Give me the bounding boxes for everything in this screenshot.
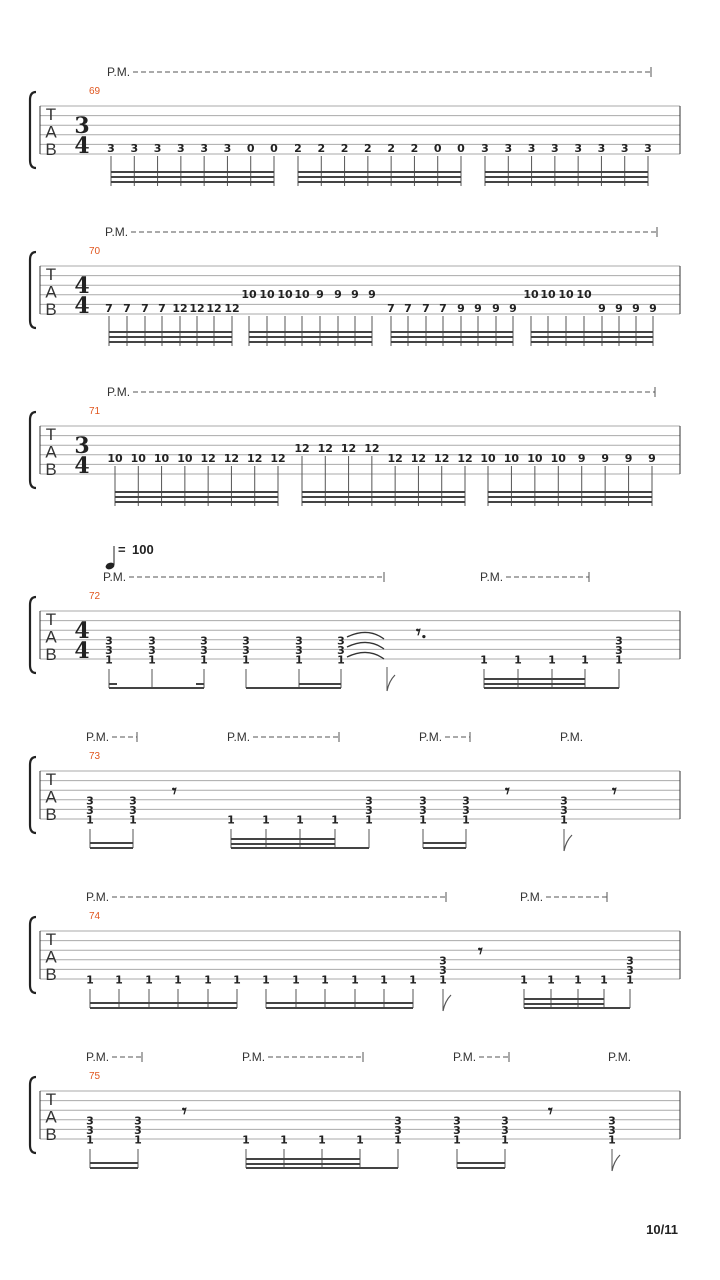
fret-number: 1 (174, 973, 182, 987)
fret-number: 1 (626, 973, 634, 987)
fret-number: 9 (649, 302, 657, 315)
palm-mute-label: P.M. (242, 1050, 266, 1064)
fret-number: 1 (380, 973, 388, 987)
fret-number: 12 (247, 452, 263, 465)
page-number: 10/11 (646, 1222, 678, 1237)
system-bracket (30, 1077, 36, 1153)
fret-number: 12 (294, 442, 310, 455)
palm-mute-label: P.M. (103, 570, 127, 584)
fret-number: 1 (296, 813, 304, 827)
fret-number: 3 (626, 964, 634, 978)
tab-clef-letter: B (45, 645, 57, 664)
fret-number: 1 (462, 813, 470, 827)
fret-number: 3 (620, 142, 629, 155)
note-flag (564, 835, 572, 851)
measure-number: 75 (89, 1071, 101, 1082)
fret-number: 9 (474, 302, 482, 315)
fret-number: 3 (462, 804, 470, 818)
fret-number: 1 (365, 813, 373, 827)
fret-number: 3 (439, 954, 447, 968)
tab-clef-letter: A (45, 282, 57, 302)
fret-number: 3 (134, 1124, 142, 1138)
fret-number: 12 (387, 452, 403, 465)
tab-clef-letter: B (45, 1125, 57, 1144)
fret-number: 3 (615, 644, 623, 658)
system-bracket (30, 252, 36, 328)
fret-number: 1 (115, 973, 123, 987)
fret-number: 1 (480, 653, 488, 667)
tab-clef-letter: A (45, 947, 57, 967)
time-signature-top: 4 (74, 618, 90, 644)
fret-number: 9 (577, 452, 586, 465)
fret-number: 3 (86, 804, 94, 818)
fret-number: 2 (410, 142, 419, 155)
fret-number: 3 (453, 1124, 461, 1138)
fret-number: 1 (242, 653, 250, 667)
fret-number: 1 (409, 973, 417, 987)
dotted-eighth-rest: 𝄾. (416, 622, 428, 643)
fret-number: 3 (394, 1124, 402, 1138)
fret-number: 3 (626, 954, 634, 968)
palm-mute-label: P.M. (107, 385, 131, 399)
fret-number: 0 (246, 142, 255, 155)
time-signature-bottom: 4 (74, 638, 90, 664)
fret-number: 1 (86, 1133, 94, 1147)
fret-number: 9 (334, 288, 342, 301)
fret-number: 3 (223, 142, 232, 155)
fret-number: 1 (86, 973, 94, 987)
palm-mute-label: P.M. (453, 1050, 477, 1064)
note-flag (387, 675, 395, 691)
fret-number: 10 (550, 452, 566, 465)
palm-mute-label: P.M. (608, 1050, 632, 1064)
fret-number: 3 (608, 1114, 616, 1128)
palm-mute-label: P.M. (107, 65, 131, 79)
tab-clef-letter: B (45, 965, 57, 984)
fret-number: 1 (560, 813, 568, 827)
fret-number: 12 (364, 442, 380, 455)
fret-number: 10 (503, 452, 520, 465)
fret-number: 9 (598, 302, 606, 315)
fret-number: 3 (615, 634, 623, 648)
tab-clef-letter: A (45, 122, 57, 142)
time-signature-top: 3 (74, 433, 90, 459)
fret-number: 12 (270, 452, 286, 465)
fret-number: 1 (608, 1133, 616, 1147)
fret-number: 3 (200, 634, 208, 648)
fret-number: 7 (158, 302, 166, 315)
fret-number: 3 (551, 142, 559, 155)
fret-number: 10 (558, 288, 574, 301)
measure-number: 69 (89, 86, 101, 97)
fret-number: 2 (317, 142, 326, 155)
fret-number: 1 (227, 813, 235, 827)
eighth-rest: 𝄾 (478, 941, 483, 962)
tab-clef-letter: T (45, 930, 57, 949)
fret-number: 1 (351, 973, 359, 987)
system-bracket (30, 917, 36, 993)
fret-number: 3 (560, 794, 568, 808)
fret-number: 10 (527, 452, 543, 465)
fret-number: 3 (295, 644, 303, 658)
fret-number: 3 (419, 804, 427, 818)
fret-number: 12 (457, 452, 473, 465)
eighth-rest: 𝄾 (172, 781, 177, 802)
palm-mute-label: P.M. (520, 890, 544, 904)
fret-number: 7 (105, 302, 113, 315)
time-signature-bottom: 4 (74, 293, 90, 319)
fret-number: 3 (462, 794, 470, 808)
fret-number: 1 (547, 973, 555, 987)
fret-number: 1 (242, 1133, 250, 1147)
fret-number: 7 (439, 302, 447, 315)
fret-number: 1 (356, 1133, 364, 1147)
fret-number: 3 (153, 142, 162, 155)
eighth-rest: 𝄾 (505, 781, 510, 802)
system-bracket (30, 92, 36, 168)
fret-number: 1 (439, 973, 447, 987)
fret-number: 3 (365, 794, 373, 808)
fret-number: 10 (294, 288, 310, 301)
fret-number: 0 (270, 142, 278, 155)
fret-number: 10 (177, 452, 193, 465)
note-flag (443, 995, 451, 1011)
fret-number: 3 (129, 804, 137, 818)
fret-number: 3 (105, 634, 113, 648)
fret-number: 1 (200, 653, 208, 667)
fret-number: 1 (337, 653, 345, 667)
measure-number: 73 (89, 751, 101, 762)
fret-number: 1 (419, 813, 427, 827)
measure-number: 74 (89, 911, 101, 922)
fret-number: 12 (200, 452, 216, 465)
fret-number: 1 (600, 973, 608, 987)
fret-number: 3 (560, 804, 568, 818)
time-signature-top: 4 (74, 273, 90, 299)
fret-number: 3 (394, 1114, 402, 1128)
fret-number: 3 (129, 794, 137, 808)
fret-number: 9 (492, 302, 500, 315)
fret-number: 0 (457, 142, 465, 155)
palm-mute-label: P.M. (86, 730, 110, 744)
tab-clef-letter: B (45, 300, 57, 319)
fret-number: 3 (134, 1114, 142, 1128)
fret-number: 1 (145, 973, 153, 987)
fret-number: 7 (123, 302, 131, 315)
fret-number: 1 (86, 813, 94, 827)
fret-number: 1 (233, 973, 241, 987)
tab-clef-letter: T (45, 105, 57, 124)
fret-number: 7 (422, 302, 430, 315)
fret-number: 3 (107, 142, 115, 155)
fret-number: 10 (241, 288, 257, 301)
fret-number: 0 (433, 142, 442, 155)
fret-number: 1 (520, 973, 528, 987)
fret-number: 1 (280, 1133, 288, 1147)
fret-number: 2 (294, 142, 302, 155)
fret-number: 3 (365, 804, 373, 818)
palm-mute-label: P.M. (105, 225, 129, 239)
fret-number: 3 (337, 644, 345, 658)
fret-number: 3 (86, 1114, 94, 1128)
tab-clef-letter: B (45, 140, 57, 159)
palm-mute-label: P.M. (480, 570, 504, 584)
fret-number: 3 (337, 634, 345, 648)
fret-number: 1 (204, 973, 212, 987)
fret-number: 12 (224, 302, 240, 315)
fret-number: 9 (457, 302, 465, 315)
fret-number: 10 (576, 288, 592, 301)
fret-number: 1 (321, 973, 329, 987)
fret-number: 9 (624, 452, 633, 465)
fret-number: 12 (206, 302, 222, 315)
fret-number: 1 (262, 973, 270, 987)
fret-number: 9 (351, 288, 359, 301)
system-bracket (30, 757, 36, 833)
fret-number: 1 (318, 1133, 326, 1147)
palm-mute-label: P.M. (419, 730, 443, 744)
fret-number: 1 (105, 653, 113, 667)
eighth-rest: 𝄾 (548, 1101, 553, 1122)
fret-number: 10 (480, 452, 496, 465)
fret-number: 10 (277, 288, 293, 301)
fret-number: 9 (368, 288, 376, 301)
tie (347, 652, 384, 659)
fret-number: 12 (340, 442, 357, 455)
fret-number: 1 (615, 653, 623, 667)
fret-number: 2 (340, 142, 349, 155)
fret-number: 1 (129, 813, 137, 827)
fret-number: 3 (200, 142, 208, 155)
eighth-rest: 𝄾 (182, 1101, 187, 1122)
eighth-rest: 𝄾 (612, 781, 617, 802)
note-flag (612, 1155, 620, 1171)
tab-clef-letter: T (45, 425, 57, 444)
fret-number: 12 (410, 452, 427, 465)
fret-number: 3 (481, 142, 489, 155)
fret-number: 1 (292, 973, 300, 987)
fret-number: 9 (648, 452, 656, 465)
measure-number: 72 (89, 591, 101, 602)
tempo-equals: = (118, 542, 126, 557)
fret-number: 1 (581, 653, 589, 667)
fret-number: 3 (105, 644, 113, 658)
fret-number: 3 (527, 142, 536, 155)
fret-number: 1 (501, 1133, 509, 1147)
tie (347, 642, 384, 649)
fret-number: 3 (148, 644, 156, 658)
palm-mute-label: P.M. (560, 730, 584, 744)
measure-number: 70 (89, 246, 101, 257)
fret-number: 9 (632, 302, 640, 315)
fret-number: 10 (540, 288, 556, 301)
tab-clef-letter: T (45, 770, 57, 789)
fret-number: 9 (509, 302, 517, 315)
fret-number: 3 (148, 634, 156, 648)
fret-number: 2 (387, 142, 395, 155)
tie (347, 632, 384, 639)
fret-number: 1 (295, 653, 303, 667)
fret-number: 1 (514, 653, 522, 667)
fret-number: 1 (453, 1133, 461, 1147)
time-signature-bottom: 4 (74, 453, 90, 479)
fret-number: 3 (439, 964, 447, 978)
fret-number: 3 (597, 142, 606, 155)
tab-clef-letter: A (45, 1107, 57, 1127)
fret-number: 3 (242, 634, 250, 648)
tab-clef-letter: A (45, 442, 57, 462)
fret-number: 1 (148, 653, 156, 667)
fret-number: 10 (153, 452, 170, 465)
fret-number: 12 (317, 442, 333, 455)
fret-number: 3 (504, 142, 513, 155)
fret-number: 10 (523, 288, 539, 301)
fret-number: 10 (107, 452, 123, 465)
palm-mute-label: P.M. (86, 1050, 110, 1064)
tab-clef-letter: A (45, 787, 57, 807)
fret-number: 1 (262, 813, 270, 827)
tab-clef-letter: A (45, 627, 57, 647)
palm-mute-label: P.M. (227, 730, 251, 744)
fret-number: 3 (501, 1124, 509, 1138)
fret-number: 1 (394, 1133, 402, 1147)
fret-number: 12 (172, 302, 188, 315)
system-bracket (30, 412, 36, 488)
time-signature-bottom: 4 (74, 133, 90, 159)
fret-number: 3 (130, 142, 139, 155)
tab-clef-letter: T (45, 1090, 57, 1109)
fret-number: 3 (453, 1114, 461, 1128)
system-bracket (30, 597, 36, 673)
fret-number: 1 (548, 653, 556, 667)
fret-number: 9 (601, 452, 609, 465)
tab-clef-letter: T (45, 610, 57, 629)
fret-number: 1 (574, 973, 582, 987)
fret-number: 7 (387, 302, 395, 315)
fret-number: 7 (404, 302, 412, 315)
fret-number: 9 (316, 288, 324, 301)
fret-number: 3 (295, 634, 303, 648)
tempo-value: 100 (132, 542, 154, 557)
fret-number: 12 (223, 452, 240, 465)
fret-number: 3 (419, 794, 427, 808)
fret-number: 3 (644, 142, 652, 155)
fret-number: 1 (134, 1133, 142, 1147)
fret-number: 3 (242, 644, 250, 658)
tab-clef-letter: B (45, 805, 57, 824)
fret-number: 3 (574, 142, 582, 155)
tab-clef-letter: B (45, 460, 57, 479)
tab-clef-letter: T (45, 265, 57, 284)
fret-number: 9 (615, 302, 623, 315)
fret-number: 3 (608, 1124, 616, 1138)
fret-number: 12 (434, 452, 450, 465)
fret-number: 3 (501, 1114, 509, 1128)
fret-number: 3 (177, 142, 185, 155)
measure-number: 71 (89, 406, 101, 417)
fret-number: 12 (189, 302, 205, 315)
time-signature-top: 3 (74, 113, 90, 139)
fret-number: 3 (86, 1124, 94, 1138)
fret-number: 7 (141, 302, 149, 315)
palm-mute-label: P.M. (86, 890, 110, 904)
fret-number: 10 (259, 288, 275, 301)
fret-number: 3 (86, 794, 94, 808)
fret-number: 1 (331, 813, 339, 827)
fret-number: 10 (130, 452, 146, 465)
fret-number: 2 (364, 142, 372, 155)
fret-number: 3 (200, 644, 208, 658)
